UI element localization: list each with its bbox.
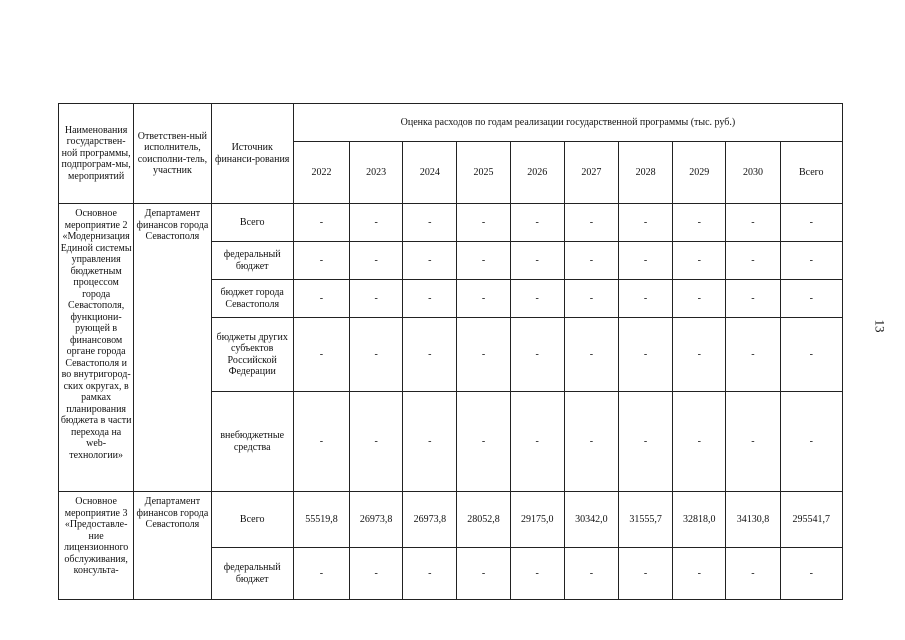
value-cell: - xyxy=(673,204,726,242)
value-cell: - xyxy=(293,392,349,492)
value-cell: - xyxy=(510,204,564,242)
value-cell: - xyxy=(510,318,564,392)
value-cell: 26973,8 xyxy=(350,492,403,548)
header-name: Наименования государствен-ной программы, подпрограм-мы, мероприятий xyxy=(59,104,134,204)
value-cell: - xyxy=(618,242,672,280)
page-number: 13 xyxy=(872,319,888,333)
value-cell: - xyxy=(457,204,510,242)
funding-source: Всего xyxy=(211,492,293,548)
value-cell: - xyxy=(673,280,726,318)
value-cell: - xyxy=(350,204,403,242)
value-cell: - xyxy=(564,548,618,600)
value-cell: - xyxy=(726,204,780,242)
value-cell: - xyxy=(726,392,780,492)
header-estimate: Оценка расходов по годам реализации государственной программы (тыс. руб.) xyxy=(293,104,842,142)
value-cell: - xyxy=(293,548,349,600)
value-cell: - xyxy=(403,392,457,492)
value-cell: - xyxy=(350,242,403,280)
value-cell: - xyxy=(618,280,672,318)
header-responsible: Ответствен-ный исполнитель, соисполни-тель, участник xyxy=(134,104,211,204)
value-cell: - xyxy=(673,318,726,392)
value-cell: 32818,0 xyxy=(673,492,726,548)
total-cell: - xyxy=(780,242,842,280)
value-cell: 30342,0 xyxy=(564,492,618,548)
value-cell: - xyxy=(564,204,618,242)
value-cell: 26973,8 xyxy=(403,492,457,548)
value-cell: 28052,8 xyxy=(457,492,510,548)
year-header: 2027 xyxy=(564,142,618,204)
funding-source: федеральный бюджет xyxy=(211,242,293,280)
value-cell: - xyxy=(350,318,403,392)
value-cell: - xyxy=(726,242,780,280)
value-cell: - xyxy=(564,392,618,492)
year-header: 2026 xyxy=(510,142,564,204)
value-cell: - xyxy=(510,242,564,280)
responsible-executor: Департамент финансов города Севастополя xyxy=(134,492,211,600)
program-name: Основное мероприятие 3 «Предоставле-ние лицензионного обслуживания, консульта- xyxy=(59,492,134,600)
value-cell: - xyxy=(457,242,510,280)
value-cell: - xyxy=(350,392,403,492)
value-cell: - xyxy=(403,280,457,318)
budget-table xyxy=(58,103,843,600)
year-header: 2030 xyxy=(726,142,780,204)
total-cell: - xyxy=(780,392,842,492)
value-cell: - xyxy=(510,280,564,318)
value-cell: - xyxy=(564,242,618,280)
value-cell: - xyxy=(403,548,457,600)
value-cell: - xyxy=(726,548,780,600)
value-cell: - xyxy=(293,280,349,318)
value-cell: - xyxy=(618,548,672,600)
funding-source: внебюджетные средства xyxy=(211,392,293,492)
value-cell: - xyxy=(457,392,510,492)
funding-source: бюджет города Севастополя xyxy=(211,280,293,318)
value-cell: - xyxy=(564,280,618,318)
total-cell: - xyxy=(780,280,842,318)
value-cell: - xyxy=(350,280,403,318)
total-cell: - xyxy=(780,204,842,242)
value-cell: 34130,8 xyxy=(726,492,780,548)
value-cell: - xyxy=(673,548,726,600)
total-cell: 295541,7 xyxy=(780,492,842,548)
funding-source: Всего xyxy=(211,204,293,242)
value-cell: - xyxy=(457,548,510,600)
value-cell: 29175,0 xyxy=(510,492,564,548)
funding-source: бюджеты других субъектов Российской Федерации xyxy=(211,318,293,392)
value-cell: - xyxy=(618,318,672,392)
funding-source: федеральный бюджет xyxy=(211,548,293,600)
value-cell: - xyxy=(618,392,672,492)
total-cell: - xyxy=(780,548,842,600)
value-cell: - xyxy=(403,204,457,242)
value-cell: - xyxy=(293,318,349,392)
total-header: Всего xyxy=(780,142,842,204)
value-cell: 31555,7 xyxy=(618,492,672,548)
total-cell: - xyxy=(780,318,842,392)
value-cell: - xyxy=(726,280,780,318)
year-header: 2029 xyxy=(673,142,726,204)
value-cell: - xyxy=(564,318,618,392)
value-cell: - xyxy=(403,318,457,392)
value-cell: - xyxy=(510,548,564,600)
value-cell: - xyxy=(293,242,349,280)
value-cell: - xyxy=(673,242,726,280)
year-header: 2025 xyxy=(457,142,510,204)
program-name: Основное мероприятие 2 «Модернизация Единой системы управления бюджетным процессом города Севастополя, функциони-рующей в финансовом органе города Севастополя и во внутригород-ских округах, в рамках планирования бюджета в части перехода на web-технологии» xyxy=(59,204,134,492)
value-cell: - xyxy=(457,280,510,318)
value-cell: - xyxy=(293,204,349,242)
value-cell: - xyxy=(457,318,510,392)
value-cell: - xyxy=(403,242,457,280)
year-header: 2024 xyxy=(403,142,457,204)
value-cell: - xyxy=(726,318,780,392)
value-cell: 55519,8 xyxy=(293,492,349,548)
value-cell: - xyxy=(350,548,403,600)
value-cell: - xyxy=(510,392,564,492)
header-source: Источник финанси-рования xyxy=(211,104,293,204)
year-header: 2028 xyxy=(618,142,672,204)
year-header: 2023 xyxy=(350,142,403,204)
value-cell: - xyxy=(618,204,672,242)
value-cell: - xyxy=(673,392,726,492)
responsible-executor: Департамент финансов города Севастополя xyxy=(134,204,211,492)
year-header: 2022 xyxy=(293,142,349,204)
